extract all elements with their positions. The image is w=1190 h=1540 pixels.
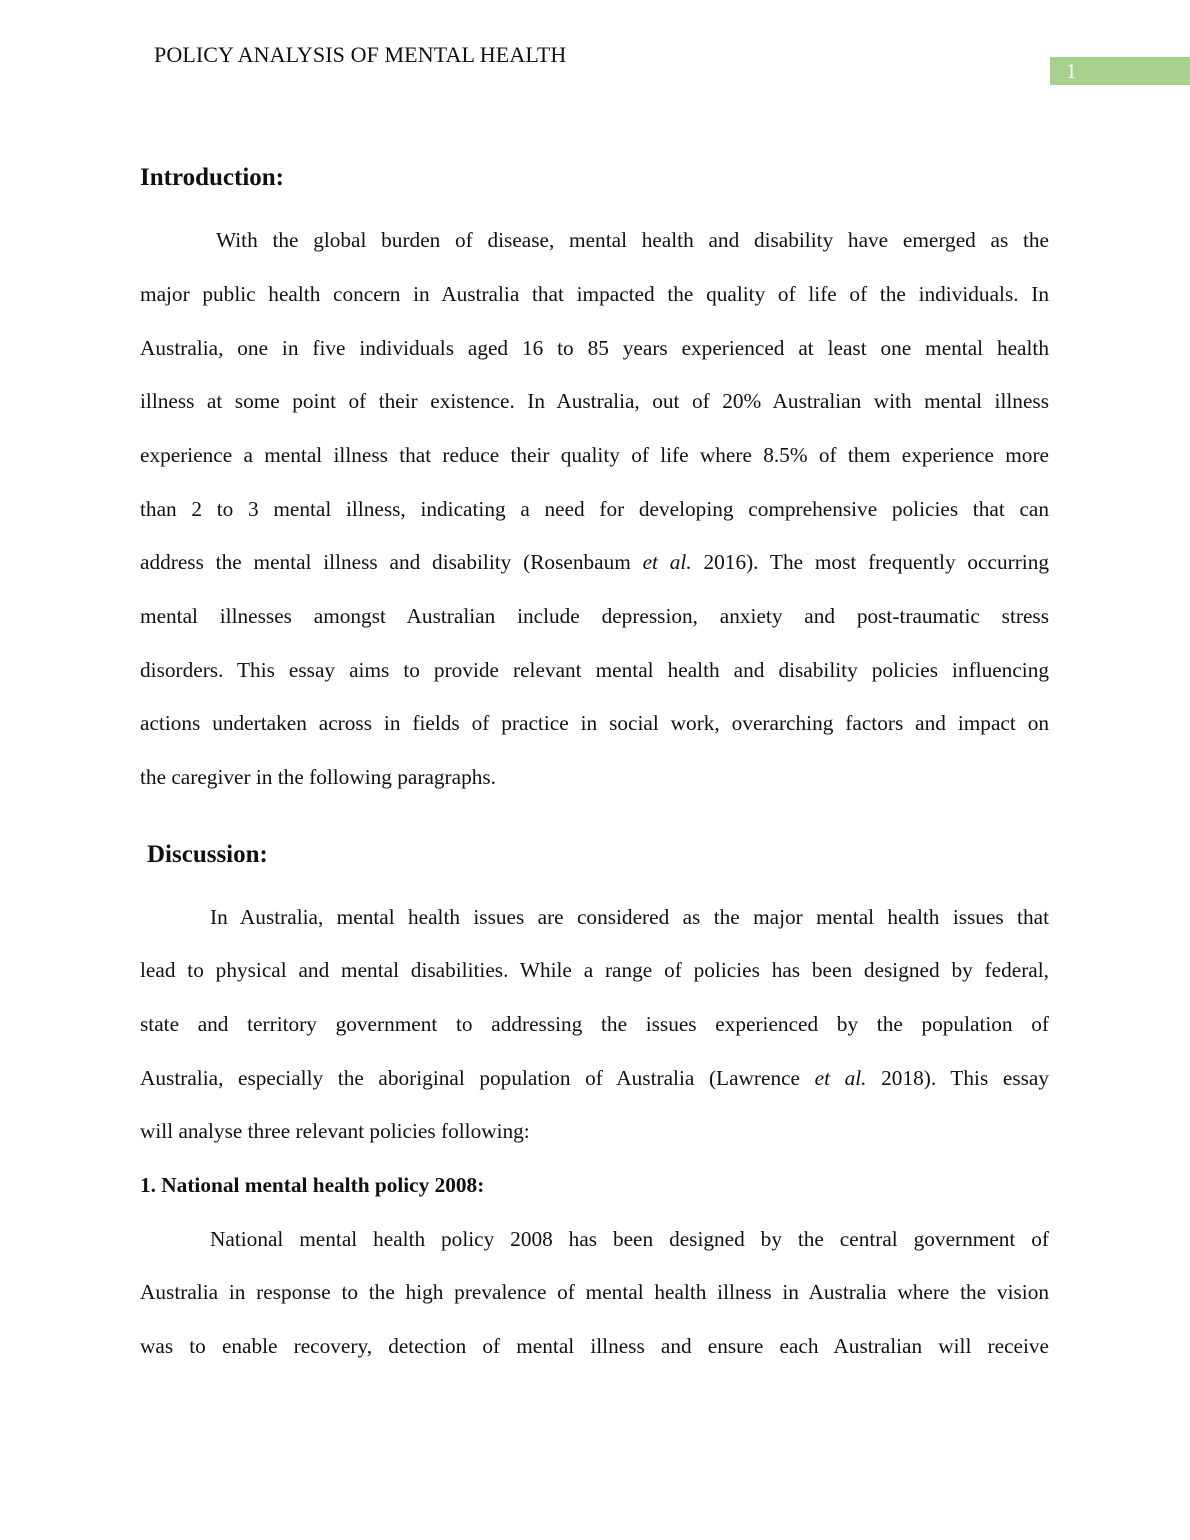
discussion-line: state and territory government to addressing the issues experienced by the population of	[140, 1012, 1049, 1036]
introduction-heading: Introduction:	[140, 164, 285, 191]
discussion-line: In Australia, mental health issues are considered as the major mental health issues that	[210, 905, 1049, 929]
intro-line: than 2 to 3 mental illness, indicating a need for developing comprehensive policies that can	[140, 497, 1049, 521]
intro-line: With the global burden of disease, mental health and disability have emerged as the	[216, 228, 1049, 252]
running-head: POLICY ANALYSIS OF MENTAL HEALTH	[154, 42, 567, 67]
policy1-line: Australia in response to the high prevalence of mental health illness in Australia where the vision	[140, 1280, 1049, 1304]
discussion-citation-etal: et al.	[814, 1066, 867, 1090]
discussion-citation-text: Australia, especially the aboriginal population of Australia (Lawrence	[140, 1066, 800, 1090]
policy1-line: National mental health policy 2008 has been designed by the central government of	[210, 1227, 1049, 1251]
page-number-bar	[1050, 57, 1190, 85]
page-number: 1	[1066, 59, 1077, 83]
intro-line-citation	[140, 547, 1049, 577]
discussion-citation-rest: 2018). This essay	[881, 1066, 1049, 1090]
intro-citation-rest: 2016). The most frequently occurring	[703, 550, 1050, 574]
intro-line: Australia, one in five individuals aged 16 to 85 years experienced at least one mental health	[140, 336, 1049, 360]
policy1-line: was to enable recovery, detection of mental illness and ensure each Australian will receive	[140, 1334, 1049, 1358]
discussion-line: lead to physical and mental disabilities. While a range of policies has been designed by federal,	[140, 958, 1049, 982]
intro-line: disorders. This essay aims to provide relevant mental health and disability policies influencing	[140, 658, 1049, 682]
discussion-line-citation	[140, 1063, 1049, 1093]
intro-line: the caregiver in the following paragraphs.	[140, 765, 496, 789]
intro-citation-text: address the mental illness and disability (Rosenbaum	[140, 550, 631, 574]
intro-line: major public health concern in Australia that impacted the quality of life of the individuals. In	[140, 282, 1049, 306]
intro-line: illness at some point of their existence. In Australia, out of 20% Australian with mental illness	[140, 389, 1049, 413]
policy1-heading: 1. National mental health policy 2008:	[140, 1173, 485, 1197]
intro-line: mental illnesses amongst Australian include depression, anxiety and post-traumatic stress	[140, 604, 1049, 628]
intro-citation-etal: et al.	[642, 550, 692, 574]
intro-line: experience a mental illness that reduce their quality of life where 8.5% of them experience more	[140, 443, 1049, 467]
discussion-line: will analyse three relevant policies following:	[140, 1119, 530, 1143]
intro-line: actions undertaken across in fields of practice in social work, overarching factors and impact on	[140, 711, 1049, 735]
discussion-heading: Discussion:	[147, 841, 268, 868]
